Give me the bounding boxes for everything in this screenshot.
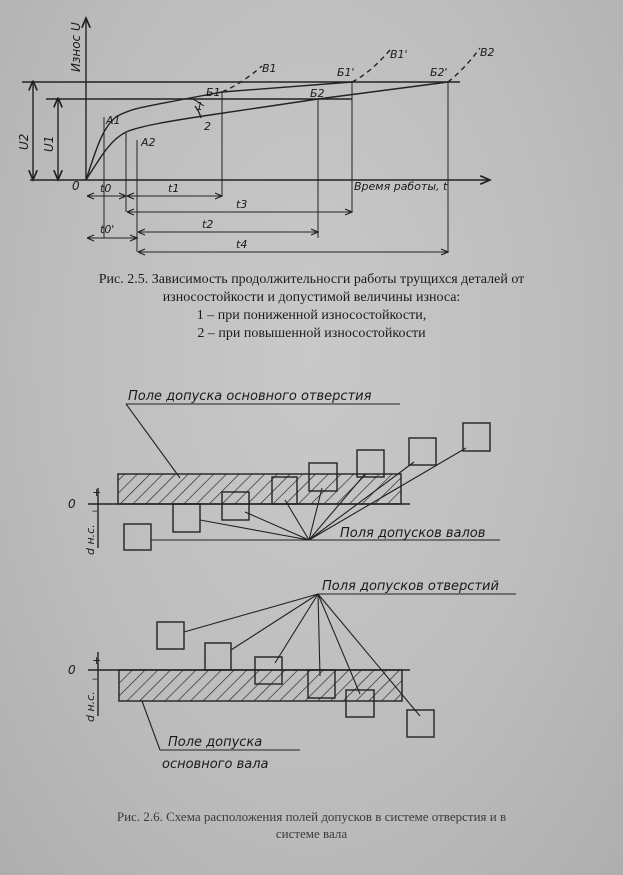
label-t3: t3 bbox=[236, 198, 248, 211]
zero-label-bottom: 0 bbox=[68, 663, 76, 677]
shaft-field-2 bbox=[173, 504, 200, 532]
caption-2-6-line2: системе вала bbox=[275, 826, 348, 841]
label-v2: В2 bbox=[480, 46, 495, 59]
label-t0: t0 bbox=[100, 182, 112, 195]
hole-field-1 bbox=[157, 622, 184, 649]
shaft-field-label-2: основного вала bbox=[162, 757, 269, 772]
base-hole-field bbox=[118, 474, 401, 504]
minus-bottom: – bbox=[92, 672, 98, 685]
label-t0p: t0' bbox=[100, 223, 115, 236]
shaft-field-6 bbox=[357, 450, 384, 477]
u2-label: U2 bbox=[17, 133, 31, 150]
d-label-bottom: d н.с. bbox=[84, 691, 97, 722]
zero-label-top: 0 bbox=[68, 497, 76, 511]
shaft-field-8 bbox=[463, 423, 490, 451]
figure-2-5-caption bbox=[0, 271, 623, 343]
label-v1: В1 bbox=[262, 62, 277, 75]
label-curve-2: 2 bbox=[204, 120, 211, 133]
origin-label: 0 bbox=[72, 179, 80, 193]
minus-top: – bbox=[92, 504, 98, 517]
shaft-field-7 bbox=[409, 438, 436, 465]
shaft-system-diagram bbox=[88, 594, 516, 750]
plus-bottom: + bbox=[92, 654, 102, 667]
caption-2-5-line3: 1 – при пониженной износостойкости, bbox=[196, 308, 427, 323]
label-a2: A2 bbox=[141, 136, 156, 149]
y-axis-label: Износ U bbox=[69, 22, 83, 72]
plus-top: + bbox=[92, 486, 102, 499]
label-t2: t2 bbox=[202, 218, 214, 231]
caption-2-5-line1: Рис. 2.5. Зависимость продолжительносги работы трущихся деталей от bbox=[98, 272, 525, 287]
hole-field-2 bbox=[205, 643, 231, 670]
holes-fields-label: Поля допусков отверстий bbox=[322, 579, 499, 594]
figure-2-6-caption bbox=[0, 808, 623, 842]
shafts-fields-label: Поля допусков валов bbox=[340, 526, 486, 541]
hole-field-label: Поле допуска основного отверстия bbox=[128, 389, 372, 404]
wear-chart-labels bbox=[17, 22, 495, 251]
label-t1: t1 bbox=[168, 182, 180, 195]
wear-chart bbox=[22, 18, 490, 252]
label-b2: Б2 bbox=[310, 87, 325, 100]
label-b1p: Б1' bbox=[337, 66, 355, 79]
base-shaft-field bbox=[119, 670, 402, 701]
label-a1: A1 bbox=[106, 114, 121, 127]
curve-2 bbox=[86, 82, 448, 180]
label-b1: Б1 bbox=[206, 86, 221, 99]
caption-2-5-line2: износостойкости и допустимой величины износа: bbox=[162, 290, 461, 305]
label-v1p: В1' bbox=[390, 48, 408, 61]
x-axis-label: Время работы, t bbox=[354, 180, 448, 193]
label-curve-1: 1 bbox=[196, 100, 203, 113]
label-b2p: Б2' bbox=[430, 66, 448, 79]
u1-label: U1 bbox=[42, 135, 56, 152]
hole-field-6 bbox=[407, 710, 434, 737]
d-label-top: d н.с. bbox=[84, 524, 97, 555]
label-t4: t4 bbox=[236, 238, 248, 251]
shaft-field-label-1: Поле допуска bbox=[168, 735, 263, 750]
caption-2-6-line1: Рис. 2.6. Схема расположения полей допусков в системе отверстия и в bbox=[116, 809, 507, 824]
shaft-field-1 bbox=[124, 524, 151, 550]
caption-2-5-line4: 2 – при повышенной износостойкости bbox=[197, 326, 426, 341]
